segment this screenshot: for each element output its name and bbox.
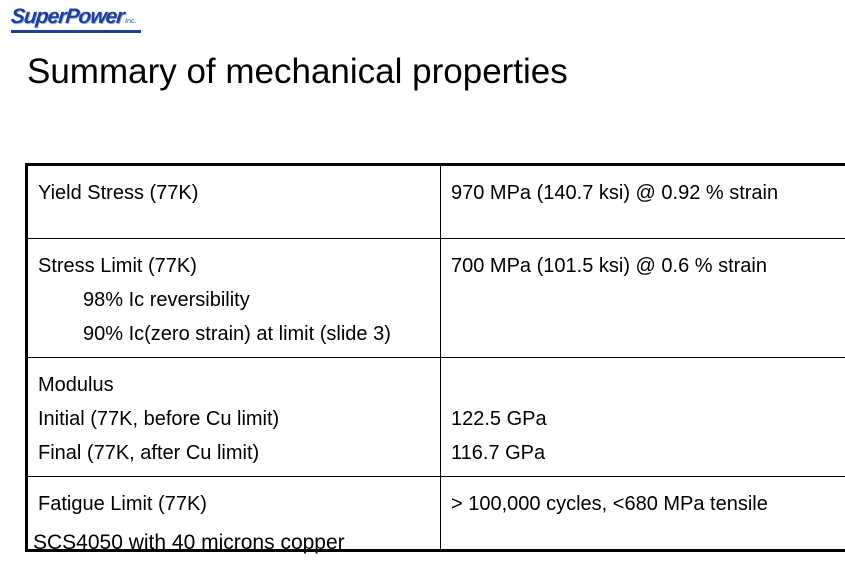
page-title: Summary of mechanical properties [27, 52, 568, 91]
slide-caption: SCS4050 with 40 microns copper [33, 531, 345, 554]
property-subitem: 90% Ic(zero strain) at limit (slide 3) [83, 323, 391, 345]
property-cell [27, 239, 441, 358]
property-subitem: Initial (77K, before Cu limit) [38, 408, 280, 430]
value-cell [441, 165, 845, 239]
property-name: Yield Stress (77K) [38, 182, 199, 204]
property-value [451, 368, 845, 402]
logo-text: SuperPower [9, 5, 125, 28]
logo-suffix: Inc. [124, 18, 137, 25]
property-value: 970 MPa (140.7 ksi) @ 0.92 % strain [451, 182, 779, 204]
property-subitem: 98% Ic reversibility [83, 289, 250, 311]
value-cell [441, 358, 845, 477]
property-value: > 100,000 cycles, <680 MPa tensile [451, 493, 768, 515]
property-cell [27, 358, 441, 477]
table-row [27, 239, 845, 358]
value-cell [441, 477, 845, 551]
property-subitem: Final (77K, after Cu limit) [38, 442, 260, 464]
property-value: 122.5 GPa [451, 408, 547, 430]
properties-table [25, 163, 845, 552]
property-name: Fatigue Limit (77K) [38, 493, 207, 515]
property-name: Stress Limit (77K) [38, 255, 197, 277]
property-name: Modulus [38, 374, 114, 396]
property-value: 116.7 GPa [451, 442, 546, 464]
value-cell [441, 239, 845, 358]
table-row [27, 358, 845, 477]
logo-underline [11, 30, 141, 33]
company-logo [10, 5, 138, 29]
property-cell [27, 165, 441, 239]
property-value: 700 MPa (101.5 ksi) @ 0.6 % strain [451, 255, 767, 277]
table-row [27, 165, 845, 239]
